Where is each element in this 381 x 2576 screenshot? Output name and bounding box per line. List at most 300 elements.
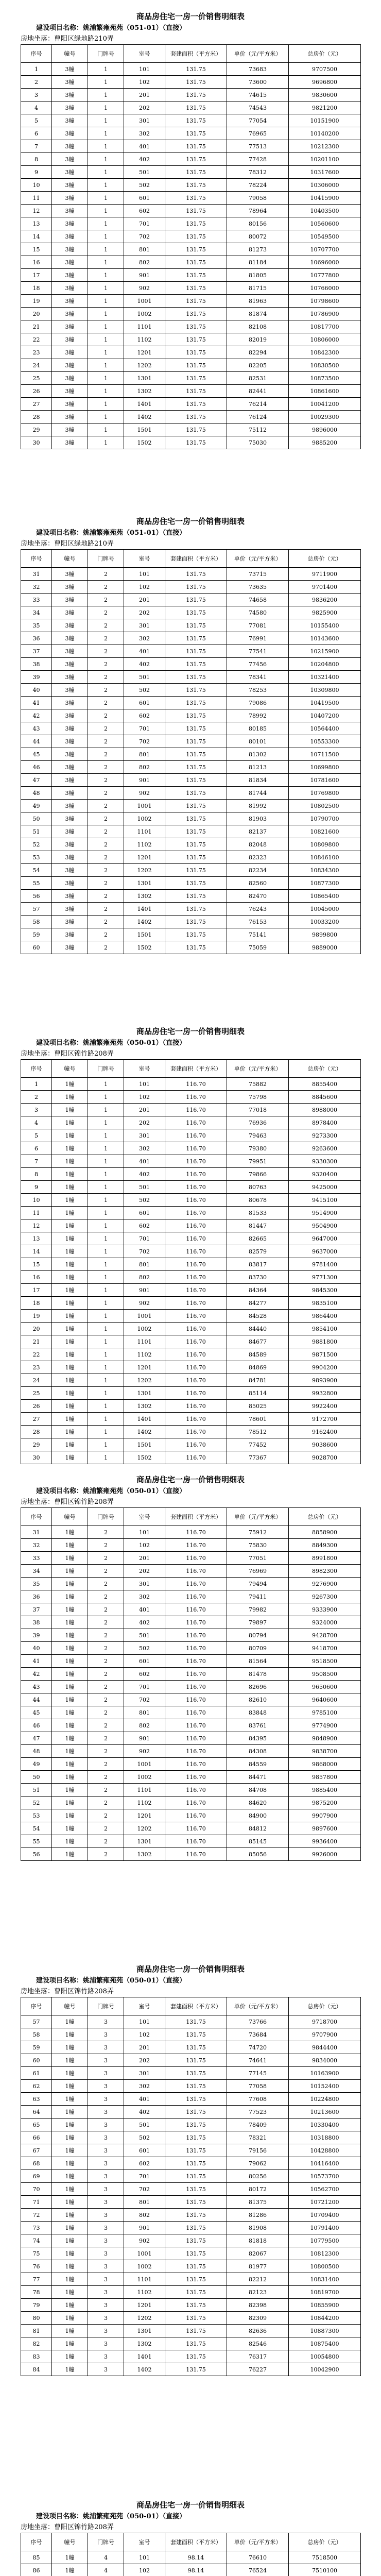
table-cell: 76243: [227, 903, 289, 916]
table-cell: 1幢: [52, 1629, 88, 1642]
table-cell: 1幢: [52, 2183, 88, 2196]
table-cell: 71: [21, 2196, 52, 2209]
table-row: [21, 2067, 361, 2080]
table-cell: 502: [124, 2131, 165, 2144]
table-cell: 82048: [227, 838, 289, 851]
table-cell: 62: [21, 2080, 52, 2093]
table-cell: 78: [21, 2286, 52, 2299]
table-row: [21, 282, 361, 295]
table-row: [21, 2015, 361, 2028]
table-cell: 2: [88, 1693, 124, 1706]
address-label: 房地坐落: [21, 2523, 48, 2531]
table-cell: 1: [88, 1129, 124, 1142]
table-cell: 40: [21, 684, 52, 697]
table-cell: 301: [124, 1129, 165, 1142]
table-cell: 13: [21, 1232, 52, 1245]
table-row: [21, 568, 361, 581]
table-cell: 131.75: [165, 2325, 227, 2337]
table-cell: 34: [21, 606, 52, 619]
table-cell: 1幢: [52, 1603, 88, 1616]
table-cell: 1幢: [52, 1565, 88, 1578]
table-cell: 2: [88, 1719, 124, 1732]
table-cell: 701: [124, 2170, 165, 2183]
table-row: [21, 114, 361, 127]
table-cell: 1: [88, 256, 124, 269]
table-cell: 3幢: [52, 581, 88, 594]
table-cell: 131.75: [165, 153, 227, 166]
table-cell: 116.70: [165, 1387, 227, 1400]
table-cell: 1201: [124, 1809, 165, 1822]
table-cell: 131.75: [165, 812, 227, 825]
table-cell: 10875400: [289, 2337, 361, 2350]
table-cell: 82019: [227, 333, 289, 346]
table-cell: 1幢: [52, 1616, 88, 1629]
table-cell: 81: [21, 2325, 52, 2337]
table-cell: 1: [88, 243, 124, 256]
table-row: [21, 359, 361, 372]
table-cell: 1幢: [52, 2209, 88, 2222]
table-cell: 201: [124, 2041, 165, 2054]
table-cell: 9514900: [289, 1207, 361, 1219]
project-value: 姚浦繁雍苑苑（051-01）（直接）: [83, 529, 186, 537]
table-cell: 1: [88, 166, 124, 179]
table-row: [21, 320, 361, 333]
table-cell: 116.70: [165, 1219, 227, 1232]
table-cell: 9162400: [289, 1426, 361, 1438]
table-cell: 131.75: [165, 928, 227, 941]
table-cell: 602: [124, 1668, 165, 1681]
table-cell: 501: [124, 1181, 165, 1194]
table-cell: 4: [88, 2551, 124, 2564]
table-cell: 1: [88, 436, 124, 449]
table-cell: 501: [124, 671, 165, 684]
table-cell: 10306000: [289, 179, 361, 192]
table-cell: 131.75: [165, 372, 227, 385]
table-cell: 9922400: [289, 1400, 361, 1413]
table-cell: 3幢: [52, 812, 88, 825]
table-cell: 2: [88, 800, 124, 812]
table-cell: 3幢: [52, 916, 88, 928]
table-row: [21, 333, 361, 346]
table-cell: 82579: [227, 1245, 289, 1258]
table-cell: 601: [124, 697, 165, 709]
table-cell: 1幢: [52, 1245, 88, 1258]
table-cell: 1: [88, 153, 124, 166]
table-cell: 80156: [227, 217, 289, 230]
price-list-section: [0, 1473, 381, 1861]
table-cell: 10865400: [289, 890, 361, 903]
table-cell: 78224: [227, 179, 289, 192]
table-cell: 116.70: [165, 1348, 227, 1361]
table-row: [21, 76, 361, 89]
table-cell: 76214: [227, 398, 289, 411]
table-cell: 3幢: [52, 851, 88, 864]
table-cell: 79866: [227, 1168, 289, 1181]
table-cell: 131.75: [165, 2196, 227, 2209]
table-cell: 1401: [124, 903, 165, 916]
table-cell: 1幢: [52, 1258, 88, 1271]
table-cell: 11: [21, 1207, 52, 1219]
table-cell: 1: [88, 1181, 124, 1194]
table-row: [21, 851, 361, 864]
table-cell: 301: [124, 619, 165, 632]
table-cell: 10873500: [289, 372, 361, 385]
column-header: 门牌号: [88, 1060, 124, 1078]
table-cell: 65: [21, 2119, 52, 2131]
table-cell: 9834000: [289, 2054, 361, 2067]
table-cell: 32: [21, 581, 52, 594]
project-value: 姚浦繁雍苑苑（050-01）（直接）: [83, 2513, 186, 2520]
table-cell: 73766: [227, 2015, 289, 2028]
table-row: [21, 890, 361, 903]
table-cell: 3幢: [52, 748, 88, 761]
price-table: [21, 1997, 361, 2376]
table-cell: 1: [88, 76, 124, 89]
table-cell: 2: [88, 1732, 124, 1745]
table-cell: 116.70: [165, 1565, 227, 1578]
table-row: [21, 709, 361, 722]
table-row: [21, 1271, 361, 1284]
table-cell: 8845600: [289, 1091, 361, 1104]
table-cell: 1002: [124, 812, 165, 825]
table-cell: 12: [21, 1219, 52, 1232]
table-cell: 9825900: [289, 606, 361, 619]
table-cell: 1502: [124, 1451, 165, 1464]
table-cell: 801: [124, 243, 165, 256]
table-cell: 131.75: [165, 436, 227, 449]
table-cell: 131.75: [165, 658, 227, 671]
table-cell: 131.75: [165, 398, 227, 411]
table-cell: 22: [21, 333, 52, 346]
table-cell: 10212300: [289, 140, 361, 153]
table-cell: 102: [124, 2564, 165, 2576]
table-cell: 3: [88, 2054, 124, 2067]
table-cell: 2: [88, 1706, 124, 1719]
table-cell: 2: [88, 632, 124, 645]
table-cell: 1: [88, 1245, 124, 1258]
section-title: 商品房住宅一房一价销售明细表: [136, 1475, 245, 1484]
table-cell: 59: [21, 2041, 52, 2054]
table-cell: 3: [88, 2209, 124, 2222]
table-cell: 3: [88, 2183, 124, 2196]
table-cell: 702: [124, 1693, 165, 1706]
table-cell: 1: [88, 1155, 124, 1168]
table-cell: 1幢: [52, 1797, 88, 1809]
table-row: [21, 722, 361, 735]
table-row: [21, 1284, 361, 1297]
table-cell: 131.75: [165, 2337, 227, 2350]
table-row: [21, 1616, 361, 1629]
table-cell: 131.75: [165, 385, 227, 398]
table-cell: 201: [124, 594, 165, 606]
table-cell: 1: [88, 423, 124, 436]
table-cell: 2: [88, 748, 124, 761]
table-cell: 8858900: [289, 1526, 361, 1539]
table-row: [21, 2234, 361, 2247]
table-cell: 1: [88, 1426, 124, 1438]
table-cell: 131.75: [165, 2299, 227, 2312]
table-cell: 802: [124, 256, 165, 269]
table-row: [21, 1116, 361, 1129]
table-row: [21, 761, 361, 774]
table-cell: 701: [124, 1232, 165, 1245]
table-cell: 701: [124, 722, 165, 735]
table-cell: 3幢: [52, 385, 88, 398]
price-table: [21, 1507, 361, 1861]
table-cell: 76969: [227, 1565, 289, 1578]
table-cell: 9907900: [289, 1809, 361, 1822]
table-header-row: [21, 2533, 361, 2551]
table-cell: 14: [21, 1245, 52, 1258]
table-cell: 1: [88, 1116, 124, 1129]
table-cell: 41: [21, 697, 52, 709]
table-cell: 79156: [227, 2144, 289, 2157]
table-cell: 17: [21, 1284, 52, 1297]
table-cell: 9: [21, 1181, 52, 1194]
table-row: [21, 658, 361, 671]
table-cell: 1102: [124, 838, 165, 851]
table-row: [21, 1655, 361, 1668]
table-cell: 131.75: [165, 333, 227, 346]
table-cell: 131.75: [165, 684, 227, 697]
table-cell: 79463: [227, 1129, 289, 1142]
table-cell: 5: [21, 1129, 52, 1142]
table-cell: 1幢: [52, 2312, 88, 2325]
table-cell: 116.70: [165, 1784, 227, 1797]
table-cell: 58: [21, 2028, 52, 2041]
table-cell: 116.70: [165, 1835, 227, 1848]
table-row: [21, 2325, 361, 2337]
table-cell: 41: [21, 1655, 52, 1668]
table-cell: 7510100: [289, 2564, 361, 2576]
table-cell: 76153: [227, 916, 289, 928]
column-header: 幢号: [52, 1060, 88, 1078]
table-cell: 79058: [227, 192, 289, 205]
table-cell: 116.70: [165, 1155, 227, 1168]
table-cell: 81447: [227, 1219, 289, 1232]
table-cell: 44: [21, 1693, 52, 1706]
column-header: 门牌号: [88, 1508, 124, 1526]
table-cell: 78409: [227, 2119, 289, 2131]
table-cell: 43: [21, 1681, 52, 1693]
table-cell: 84781: [227, 1374, 289, 1387]
table-cell: 10330400: [289, 2119, 361, 2131]
table-cell: 2: [88, 1642, 124, 1655]
table-cell: 77608: [227, 2093, 289, 2106]
table-cell: 78964: [227, 205, 289, 217]
table-cell: 116.70: [165, 1413, 227, 1426]
project-value: 姚浦繁雍苑苑（051-01）（直接）: [83, 24, 186, 32]
table-cell: 2: [88, 1758, 124, 1771]
table-cell: 131.75: [165, 217, 227, 230]
table-cell: 73: [21, 2222, 52, 2234]
table-cell: 116.70: [165, 1194, 227, 1207]
table-cell: 3幢: [52, 153, 88, 166]
column-header: 单价（元/平方米）: [227, 45, 289, 63]
table-cell: 9899800: [289, 928, 361, 941]
table-cell: 131.75: [165, 346, 227, 359]
table-cell: 10224800: [289, 2093, 361, 2106]
table-cell: 131.75: [165, 800, 227, 812]
table-cell: 2: [88, 1771, 124, 1784]
table-cell: 10403500: [289, 205, 361, 217]
table-cell: 1幢: [52, 1116, 88, 1129]
project-name: 建设项目名称：姚浦繁雍苑苑（050-01）（直接）: [36, 2513, 186, 2520]
table-cell: 25: [21, 1387, 52, 1400]
table-cell: 1幢: [52, 2564, 88, 2576]
table-cell: 67: [21, 2144, 52, 2157]
table-cell: 79494: [227, 1578, 289, 1590]
table-cell: 1502: [124, 436, 165, 449]
table-cell: 1幢: [52, 1091, 88, 1104]
table-cell: 10766000: [289, 282, 361, 295]
table-cell: 20: [21, 308, 52, 320]
table-cell: 32: [21, 1539, 52, 1552]
table-row: [21, 632, 361, 645]
table-cell: 1幢: [52, 1181, 88, 1194]
table-cell: 1: [88, 89, 124, 101]
table-cell: 69: [21, 2170, 52, 2183]
table-cell: 3幢: [52, 166, 88, 179]
table-cell: 3幢: [52, 671, 88, 684]
table-cell: 131.75: [165, 127, 227, 140]
table-row: [21, 1719, 361, 1732]
table-cell: 80172: [227, 2183, 289, 2196]
table-cell: 3: [88, 2028, 124, 2041]
table-cell: 1: [88, 1078, 124, 1091]
table-cell: 131.75: [165, 581, 227, 594]
table-cell: 116.70: [165, 1361, 227, 1374]
table-cell: 10802500: [289, 800, 361, 812]
table-cell: 76524: [227, 2564, 289, 2576]
table-cell: 78512: [227, 1426, 289, 1438]
table-cell: 131.75: [165, 2183, 227, 2196]
table-cell: 1: [88, 372, 124, 385]
table-cell: 3幢: [52, 372, 88, 385]
table-cell: 1: [88, 1258, 124, 1271]
price-list-section: [0, 10, 381, 449]
table-cell: 2: [88, 761, 124, 774]
table-cell: 1幢: [52, 2119, 88, 2131]
table-cell: 9854100: [289, 1323, 361, 1335]
table-row: [21, 916, 361, 928]
table-cell: 1: [88, 1194, 124, 1207]
column-header: 室号: [124, 45, 165, 63]
table-cell: 77054: [227, 114, 289, 127]
table-cell: 10309800: [289, 684, 361, 697]
table-cell: 29: [21, 423, 52, 436]
table-cell: 1202: [124, 1822, 165, 1835]
table-cell: 1002: [124, 1771, 165, 1784]
table-cell: 1002: [124, 2260, 165, 2273]
project-label: 建设项目名称: [36, 24, 77, 32]
table-cell: 2: [88, 941, 124, 954]
table-cell: 131.75: [165, 2054, 227, 2067]
table-cell: 2: [88, 787, 124, 800]
table-cell: 3幢: [52, 63, 88, 76]
table-row: [21, 941, 361, 954]
table-cell: 1幢: [52, 2157, 88, 2170]
table-cell: 10143600: [289, 632, 361, 645]
table-cell: 57: [21, 2015, 52, 2028]
table-cell: 2: [88, 877, 124, 890]
table-cell: 131.75: [165, 761, 227, 774]
table-cell: 1: [88, 63, 124, 76]
project-value: 姚浦繁雍苑苑（050-01）（直接）: [83, 1487, 186, 1495]
table-row: [21, 1258, 361, 1271]
table-cell: 3幢: [52, 320, 88, 333]
table-cell: 3幢: [52, 101, 88, 114]
table-cell: 84900: [227, 1809, 289, 1822]
table-cell: 19: [21, 1310, 52, 1323]
table-cell: 1: [88, 1400, 124, 1413]
table-cell: 77051: [227, 1552, 289, 1565]
table-cell: 116.70: [165, 1245, 227, 1258]
table-cell: 131.75: [165, 619, 227, 632]
table-cell: 1102: [124, 1348, 165, 1361]
table-cell: 1幢: [52, 1142, 88, 1155]
table-cell: 2: [88, 1848, 124, 1861]
table-cell: 81286: [227, 2209, 289, 2222]
table-cell: 3幢: [52, 658, 88, 671]
table-cell: 10709400: [289, 2209, 361, 2222]
table-cell: 1幢: [52, 1297, 88, 1310]
table-cell: 131.75: [165, 748, 227, 761]
table-header-row: [21, 45, 361, 63]
table-cell: 9428700: [289, 1629, 361, 1642]
table-cell: 201: [124, 89, 165, 101]
table-cell: 9276900: [289, 1578, 361, 1590]
table-cell: 10317600: [289, 166, 361, 179]
table-cell: 202: [124, 1565, 165, 1578]
table-cell: 1幢: [52, 2093, 88, 2106]
table-cell: 1幢: [52, 2234, 88, 2247]
table-cell: 1002: [124, 1323, 165, 1335]
table-cell: 46: [21, 761, 52, 774]
table-cell: 131.75: [165, 2286, 227, 2299]
table-cell: 1: [88, 1091, 124, 1104]
table-cell: 84471: [227, 1771, 289, 1784]
table-cell: 116.70: [165, 1603, 227, 1616]
column-header: 套建面积（平方米）: [165, 2533, 227, 2551]
table-cell: 131.75: [165, 2260, 227, 2273]
table-cell: 302: [124, 632, 165, 645]
table-cell: 131.75: [165, 2350, 227, 2363]
table-cell: 1301: [124, 2325, 165, 2337]
table-cell: 1: [88, 308, 124, 320]
table-cell: 1幢: [52, 2222, 88, 2234]
table-cell: 3幢: [52, 243, 88, 256]
table-cell: 4: [88, 2564, 124, 2576]
table-cell: 3: [88, 2119, 124, 2131]
table-cell: 3: [88, 2286, 124, 2299]
table-cell: 79062: [227, 2157, 289, 2170]
table-cell: 3幢: [52, 256, 88, 269]
table-cell: 9273300: [289, 1129, 361, 1142]
table-cell: 2: [88, 825, 124, 838]
table-cell: 1: [88, 1271, 124, 1284]
table-cell: 10029300: [289, 411, 361, 423]
table-cell: 131.75: [165, 2067, 227, 2080]
table-cell: 1: [88, 411, 124, 423]
table-cell: 3: [88, 2106, 124, 2119]
table-row: [21, 1706, 361, 1719]
table-cell: 1202: [124, 864, 165, 877]
table-cell: 9267300: [289, 1590, 361, 1603]
table-cell: 116.70: [165, 1426, 227, 1438]
section-title: 商品房住宅一房一价销售明细表: [136, 12, 245, 21]
table-cell: 84395: [227, 1732, 289, 1745]
